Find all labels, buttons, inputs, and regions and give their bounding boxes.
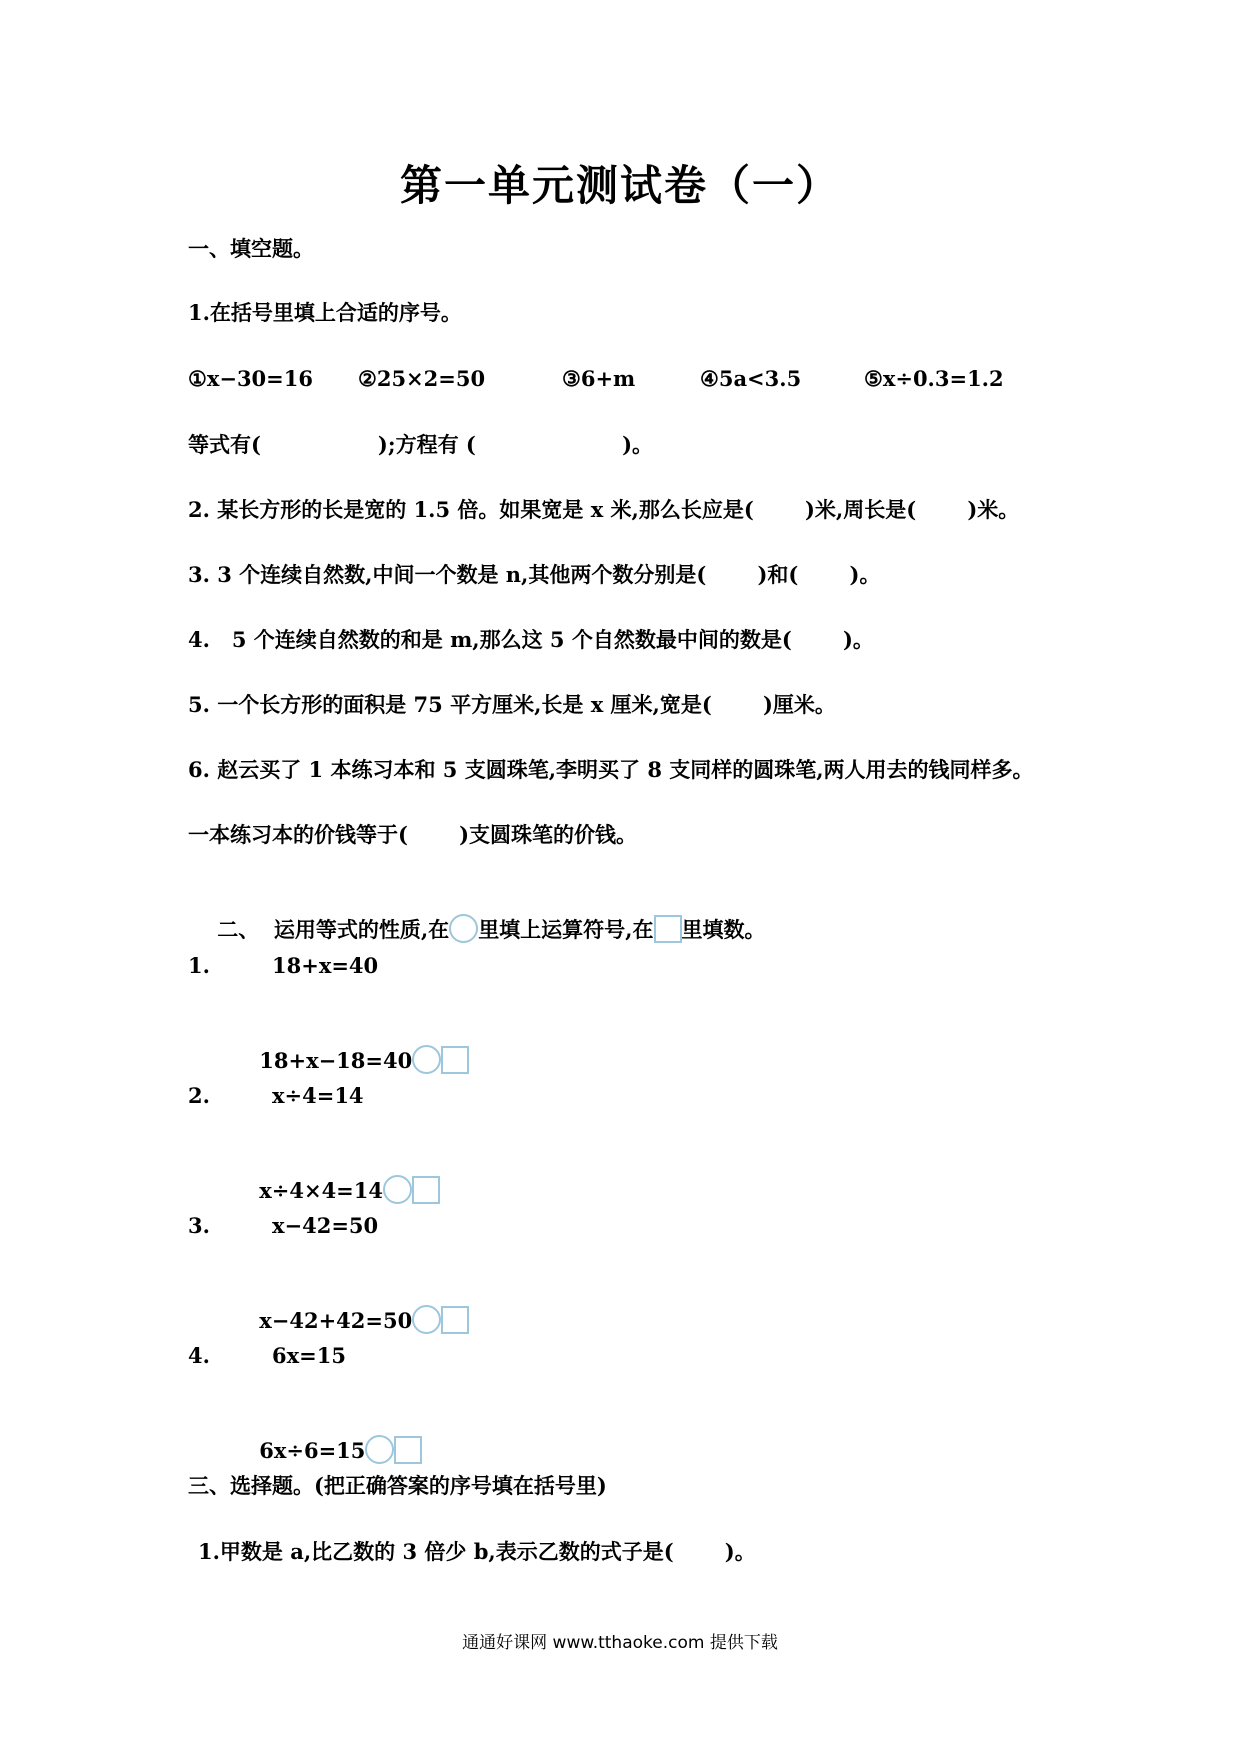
operator-blank-circle[interactable] [412, 1045, 441, 1074]
number-blank-square[interactable] [441, 1046, 469, 1074]
equation-3-number: 3. [188, 1213, 210, 1238]
operator-blank-circle[interactable] [412, 1305, 441, 1334]
option-4: ④5a<3.5 [700, 366, 802, 391]
equation-2-number: 2. [188, 1083, 210, 1108]
equation-2-step-text: x÷4×4=14 [259, 1178, 384, 1203]
section3-heading: 三、选择题。(把正确答案的序号填在括号里) [188, 1473, 607, 1498]
operator-blank-circle[interactable] [383, 1175, 412, 1204]
number-blank-square[interactable] [394, 1436, 422, 1464]
option-3: ③6+m [562, 366, 636, 391]
question-1-text: 1.在括号里填上合适的序号。 [188, 300, 462, 325]
question-3: 3. 3 个连续自然数,中间一个数是 n,其他两个数分别是( )和( )。 [188, 562, 881, 587]
question-6-line-1: 6. 赵云买了 1 本练习本和 5 支圆珠笔,李明买了 8 支同样的圆珠笔,两人用去的钱同样多。 [188, 757, 1034, 782]
equation-4: 6x=15 [272, 1343, 346, 1368]
question-1-answer-line: 等式有( );方程有 ( )。 [188, 432, 654, 457]
question-4: 4. 5 个连续自然数的和是 m,那么这 5 个自然数最中间的数是( )。 [188, 627, 874, 652]
section2-heading-part-b: 里填上运算符号,在 [478, 917, 654, 942]
section3-question-1: 1.甲数是 a,比乙数的 3 倍少 b,表示乙数的式子是( )。 [198, 1539, 756, 1564]
equation-1: 18+x=40 [272, 953, 379, 978]
number-blank-square[interactable] [412, 1176, 440, 1204]
equation-4-number: 4. [188, 1343, 210, 1368]
circle-symbol-icon [449, 914, 478, 943]
option-1: ①x−30=16 [188, 366, 313, 391]
equation-3: x−42=50 [272, 1213, 379, 1238]
equation-1-number: 1. [188, 953, 210, 978]
operator-blank-circle[interactable] [365, 1435, 394, 1464]
option-5: ⑤x÷0.3=1.2 [864, 366, 1004, 391]
number-blank-square[interactable] [441, 1306, 469, 1334]
equation-1-step-text: 18+x−18=40 [259, 1048, 413, 1073]
equation-4-step-text: 6x÷6=15 [259, 1438, 366, 1463]
footer-source: 通通好课网 www.tthaoke.com 提供下载 [462, 1633, 778, 1653]
question-2: 2. 某长方形的长是宽的 1.5 倍。如果宽是 x 米,那么长应是( )米,周长是( )米。 [188, 497, 1020, 522]
section1-heading: 一、填空题。 [188, 236, 314, 261]
page-title: 第一单元测试卷（一） [399, 161, 840, 210]
question-5: 5. 一个长方形的面积是 75 平方厘米,长是 x 厘米,宽是( )厘米。 [188, 692, 836, 717]
square-symbol-icon [654, 915, 682, 943]
option-2: ②25×2=50 [358, 366, 486, 391]
equation-3-step [230, 1279, 469, 1360]
equation-3-step-text: x−42+42=50 [259, 1308, 413, 1333]
section2-heading-part-c: 里填数。 [681, 917, 766, 942]
question-6-line-2: 一本练习本的价钱等于( )支圆珠笔的价钱。 [188, 822, 638, 847]
equation-2: x÷4=14 [272, 1083, 364, 1108]
section2-heading-part-a: 二、 运用等式的性质,在 [217, 917, 450, 942]
